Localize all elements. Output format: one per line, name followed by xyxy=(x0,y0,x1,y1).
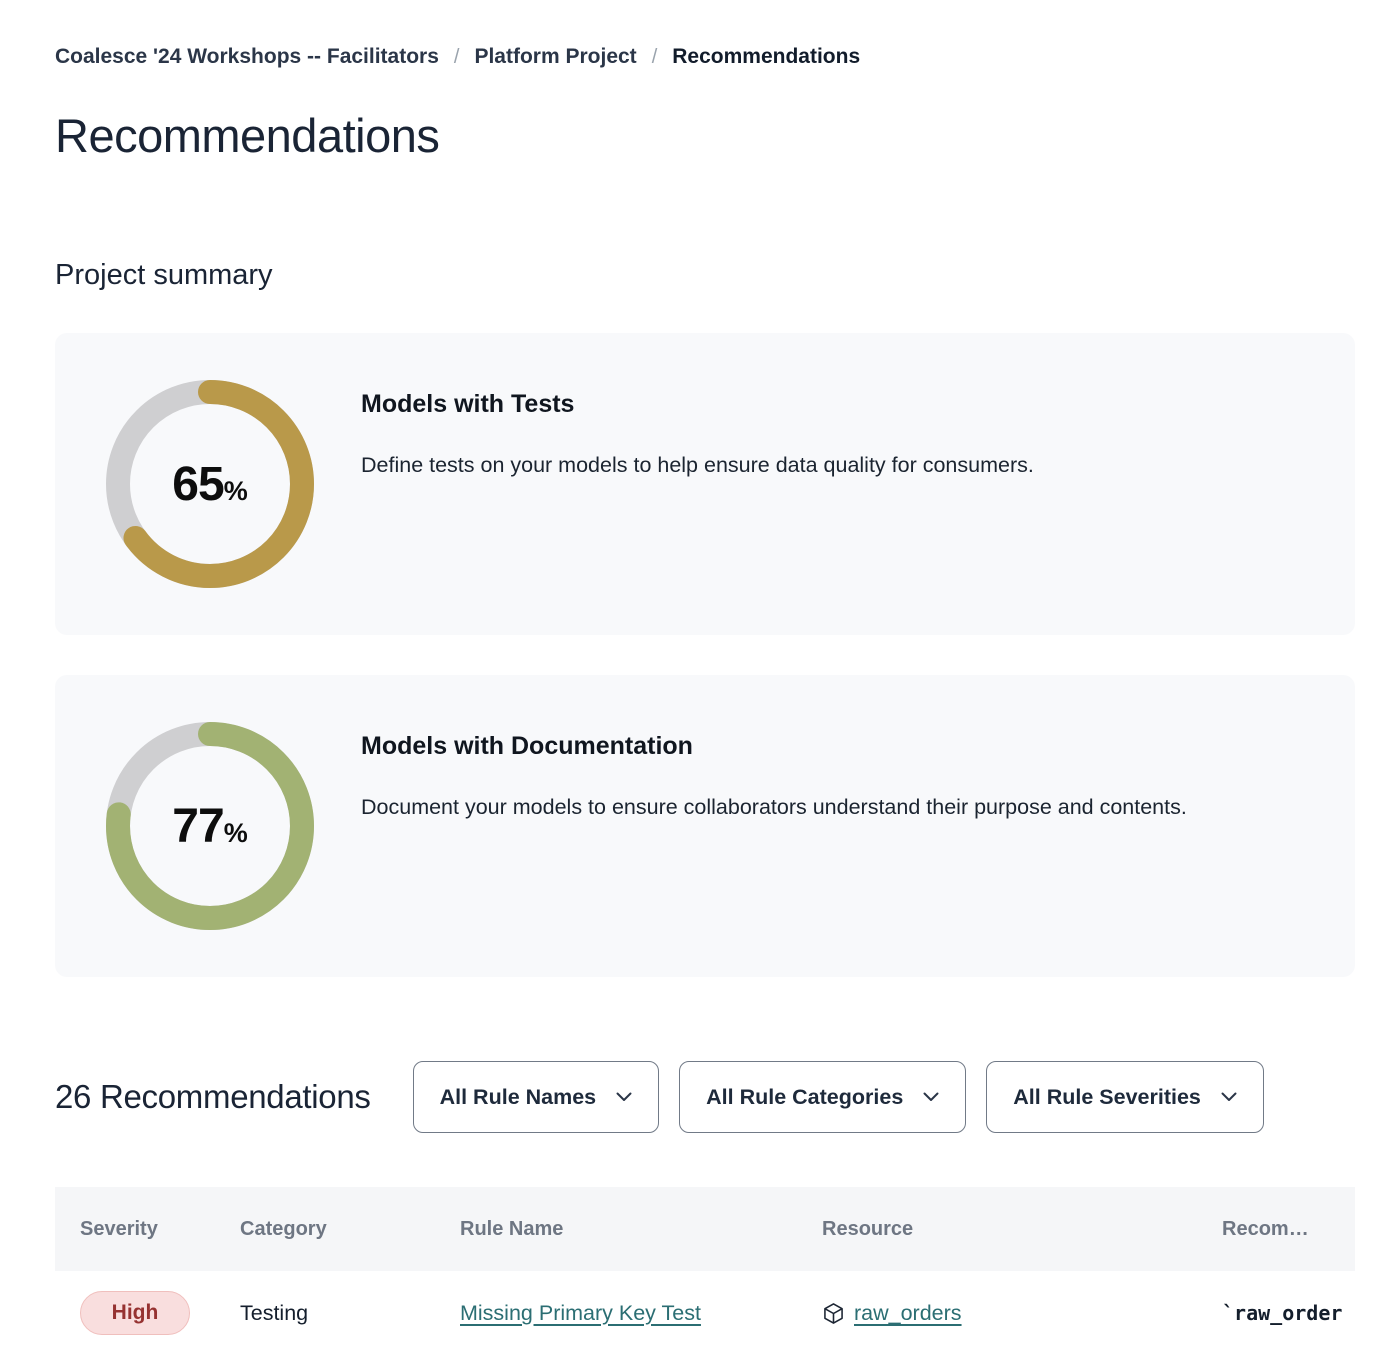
rule-categories-filter-label: All Rule Categories xyxy=(706,1084,904,1109)
donut-percent-sign: % xyxy=(223,817,248,848)
rule-severities-filter-label: All Rule Severities xyxy=(1013,1084,1201,1109)
recommendations-count-heading: 26 Recommendations xyxy=(55,1078,371,1115)
severity-badge-high: High xyxy=(80,1291,190,1335)
rule-severities-filter-dropdown[interactable] xyxy=(986,1061,1264,1133)
rule-name-cell xyxy=(460,1301,822,1326)
severity-cell xyxy=(80,1291,240,1335)
donut-value: 65 xyxy=(172,457,224,511)
breadcrumb-separator: / xyxy=(651,45,658,68)
card-title: Models with Tests xyxy=(361,390,575,418)
documentation-donut-chart xyxy=(105,721,315,931)
resource-cell xyxy=(822,1301,1222,1326)
card-description: Define tests on your models to help ensure data quality for consumers. xyxy=(361,453,1034,477)
breadcrumb xyxy=(55,0,1355,69)
summary-card-models-with-tests xyxy=(55,333,1355,635)
recommendations-toolbar xyxy=(55,1061,1355,1133)
chevron-down-icon xyxy=(616,1092,632,1102)
category-cell: Testing xyxy=(240,1300,309,1325)
recommendation-cell: `raw_order xyxy=(1222,1301,1343,1325)
rule-names-filter-dropdown[interactable] xyxy=(413,1061,660,1133)
recommendations-table xyxy=(55,1187,1355,1355)
chevron-down-icon xyxy=(923,1092,939,1102)
summary-card-models-with-documentation xyxy=(55,675,1355,977)
chevron-down-icon xyxy=(1221,1092,1237,1102)
column-header-category: Category xyxy=(240,1217,327,1240)
rule-name-link[interactable]: Missing Primary Key Test xyxy=(460,1300,701,1325)
card-text-block xyxy=(361,675,1187,827)
card-text-block xyxy=(361,333,1034,485)
column-header-resource: Resource xyxy=(822,1217,914,1240)
resource-link[interactable]: raw_orders xyxy=(854,1300,962,1325)
card-description: Document your models to ensure collaborators understand their purpose and contents. xyxy=(361,795,1187,819)
breadcrumb-project-root[interactable]: Coalesce '24 Workshops -- Facilitators xyxy=(55,45,439,68)
donut-percentage xyxy=(105,721,315,931)
donut-value: 77 xyxy=(172,799,224,853)
table-header-row xyxy=(55,1187,1355,1271)
column-header-recommendation: Recom… xyxy=(1222,1217,1309,1240)
donut-percentage xyxy=(105,379,315,589)
table-row xyxy=(55,1271,1355,1355)
donut-percent-sign: % xyxy=(223,475,248,506)
column-header-rule-name: Rule Name xyxy=(460,1217,564,1240)
rule-names-filter-label: All Rule Names xyxy=(439,1084,597,1109)
card-title: Models with Documentation xyxy=(361,732,693,760)
cube-icon xyxy=(822,1302,845,1325)
breadcrumb-current-recommendations: Recommendations xyxy=(672,45,861,68)
breadcrumb-separator: / xyxy=(453,45,460,68)
tests-donut-chart xyxy=(105,379,315,589)
column-header-severity: Severity xyxy=(80,1217,158,1240)
breadcrumb-platform-project[interactable]: Platform Project xyxy=(474,45,637,68)
page-title: Recommendations xyxy=(55,109,440,162)
project-summary-heading: Project summary xyxy=(55,259,273,291)
rule-categories-filter-dropdown[interactable] xyxy=(679,1061,966,1133)
